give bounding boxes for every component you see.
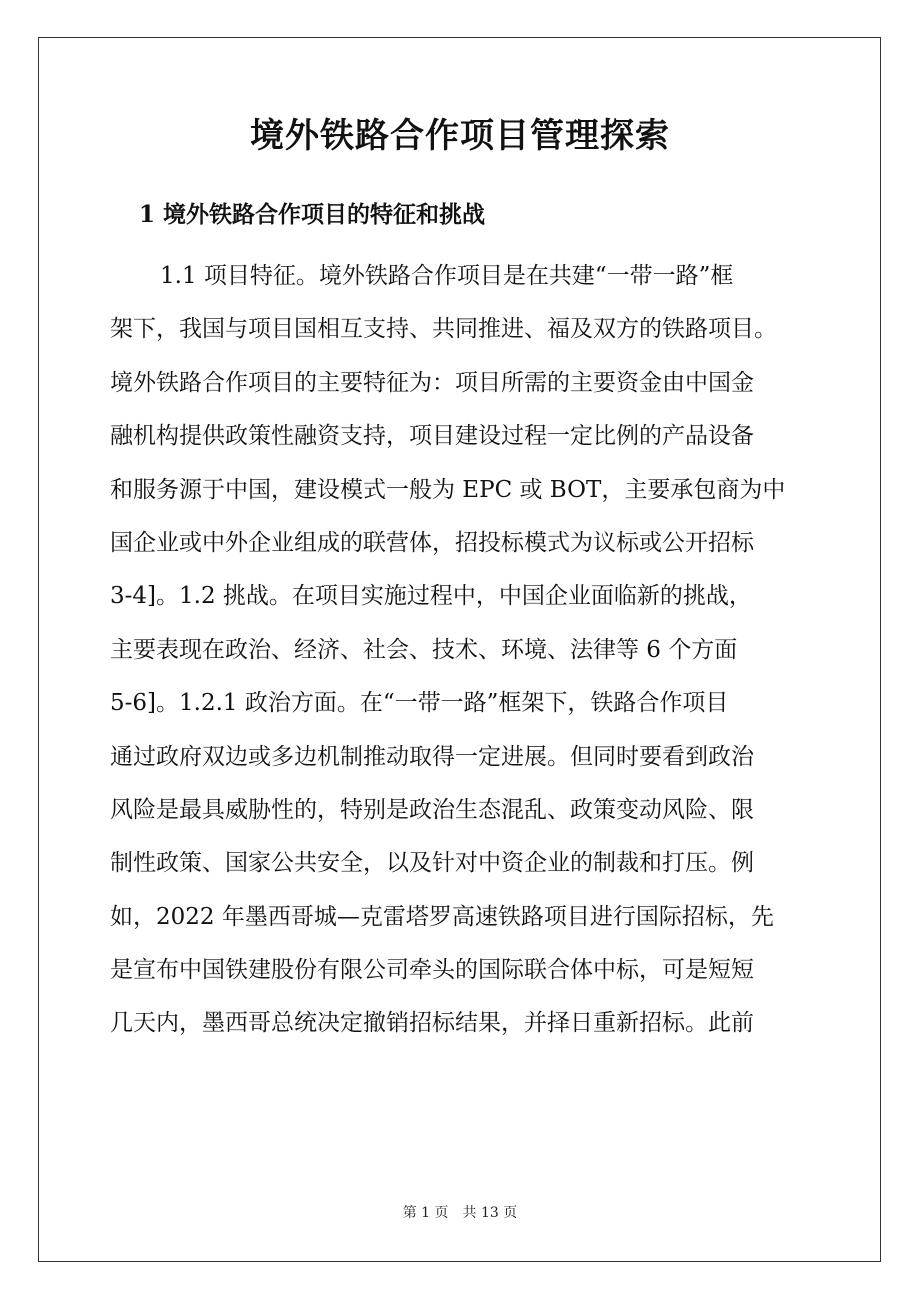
text-line: 和服务源于中国，建设模式一般为 EPC 或 BOT，主要承包商为中 [110, 476, 786, 503]
text-line: 如，2022 年墨西哥城—克雷塔罗高速铁路项目进行国际招标，先 [110, 903, 774, 930]
text-line: 是宣布中国铁建股份有限公司牵头的国际联合体中标，可是短短 [110, 957, 754, 984]
text-line: 主要表现在政治、经济、社会、技术、环境、法律等 6 个方面 [110, 636, 738, 663]
text-line: 国企业或中外企业组成的联营体，招投标模式为议标或公开招标 [110, 529, 754, 556]
text-line: 融机构提供政策性融资支持，项目建设过程一定比例的产品设备 [110, 423, 754, 450]
text-line: 3-4]。1.2 挑战。在项目实施过程中，中国企业面临新的挑战， [110, 583, 752, 610]
text-line: 几天内，墨西哥总统决定撤销招标结果，并择日重新招标。此前 [110, 1010, 754, 1037]
text-line: 风险是最具威胁性的，特别是政治生态混乱、政策变动风险、限 [110, 796, 754, 823]
text-line: 5-6]。1.2.1 政治方面。在“一带一路”框架下，铁路合作项目 [110, 690, 729, 717]
body-text [110, 250, 820, 1051]
section-heading: 1 境外铁路合作项目的特征和挑战 [139, 201, 486, 228]
text-line: 境外铁路合作项目的主要特征为：项目所需的主要资金由中国金 [110, 369, 754, 396]
text-line: 制性政策、国家公共安全，以及针对中资企业的制裁和打压。例 [110, 850, 754, 877]
text-line: 架下，我国与项目国相互支持、共同推进、福及双方的铁路项目。 [110, 316, 777, 343]
page-footer [0, 1203, 920, 1223]
text-line: 1.1 项目特征。境外铁路合作项目是在共建“一带一路”框 [160, 263, 734, 289]
text-line: 通过政府双边或多边机制推动取得一定进展。但同时要看到政治 [110, 743, 754, 770]
document-title: 境外铁路合作项目管理探索 [250, 116, 670, 156]
page-number: 第 1 页 [402, 1205, 449, 1221]
page-total: 共 13 页 [462, 1205, 518, 1221]
